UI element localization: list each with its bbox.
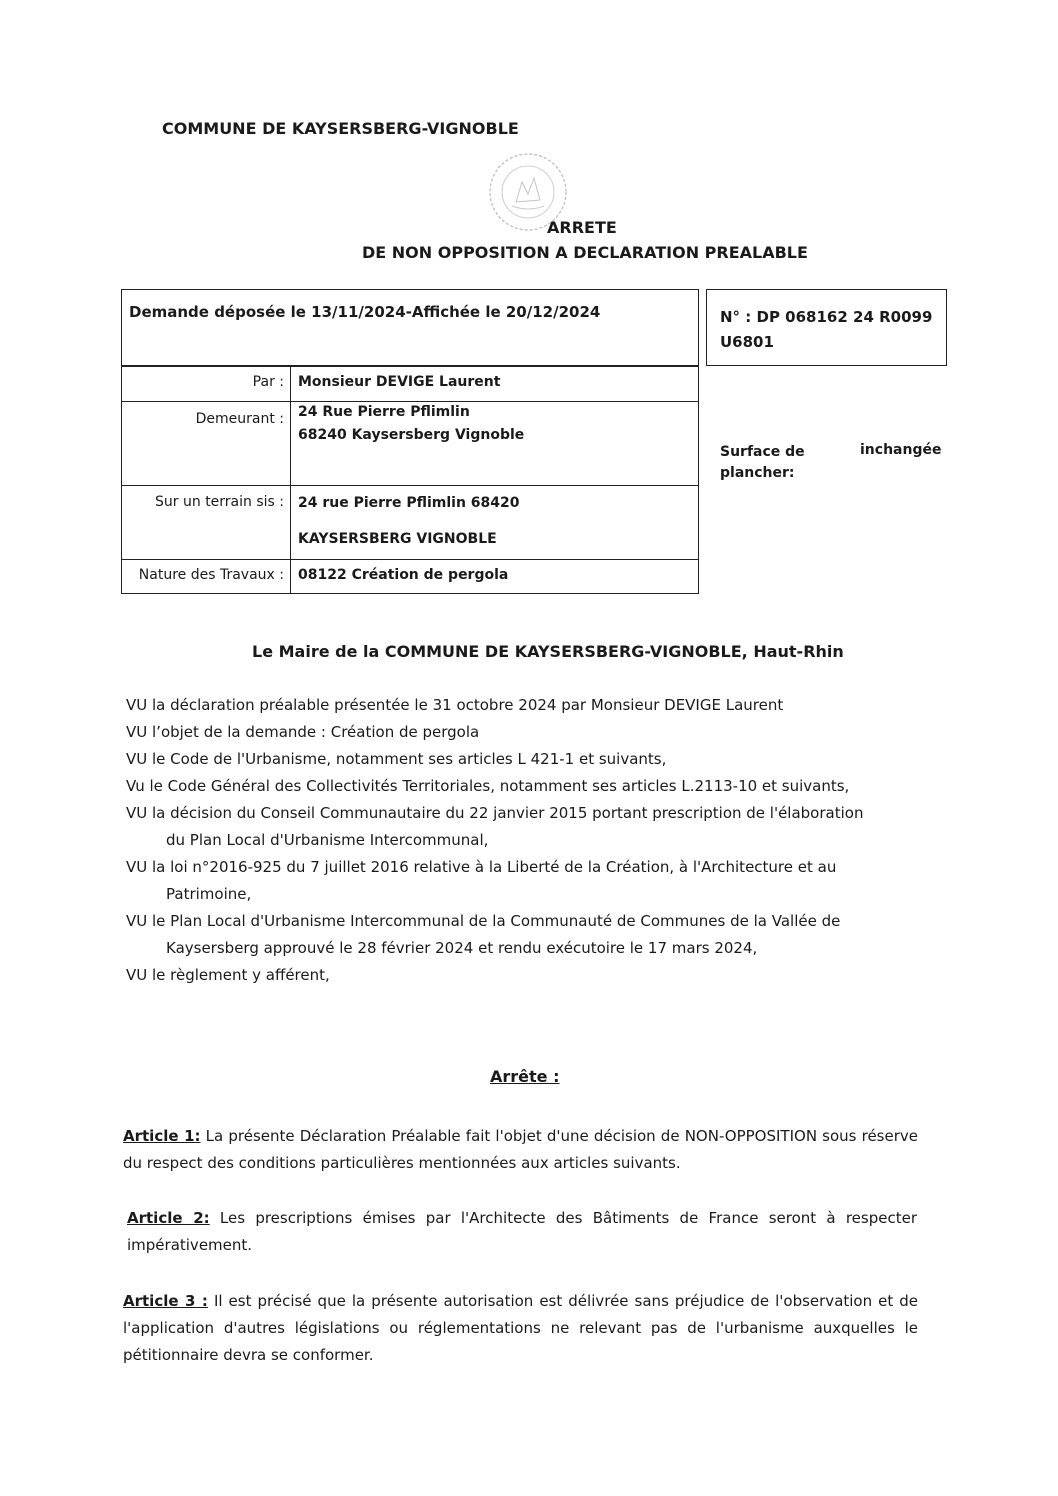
article-1-text: La présente Déclaration Préalable fait l'objet d'une décision de NON-OPPOSITION sous réserve du respect des conditions particulières mentionnées aux articles suivants.	[123, 1127, 918, 1172]
vu-item: VU la déclaration préalable présentée le 31 octobre 2024 par Monsieur DEVIGE Laurent	[126, 696, 784, 714]
vu-item-continuation: Kaysersberg approuvé le 28 février 2024 et rendu exécutoire le 17 mars 2024,	[166, 939, 758, 957]
par-label: Par :	[252, 374, 284, 390]
article-1	[123, 1123, 918, 1177]
dossier-number-line2: U6801	[720, 333, 774, 351]
demeurant-line1: 24 Rue Pierre Pflimlin	[298, 404, 470, 420]
nature-label: Nature des Travaux :	[138, 567, 284, 583]
table-row-divider	[122, 485, 698, 486]
surface-label	[720, 442, 820, 484]
demeurant-line2: 68240 Kaysersberg Vignoble	[298, 427, 525, 443]
demeurant-value	[298, 401, 524, 447]
article-2-label: Article 2:	[127, 1209, 210, 1227]
article-3-label: Article 3 :	[123, 1292, 208, 1310]
par-value: Monsieur DEVIGE Laurent	[298, 374, 501, 390]
vu-item-continuation: Patrimoine,	[166, 885, 252, 903]
vu-item: VU le Code de l'Urbanisme, notamment ses articles L 421-1 et suivants,	[126, 750, 667, 768]
vu-item: VU la décision du Conseil Communautaire du 22 janvier 2015 portant prescription de l'élaboration	[126, 804, 864, 822]
surface-label-line2: plancher:	[720, 465, 795, 481]
vu-item-continuation: du Plan Local d'Urbanisme Intercommunal,	[166, 831, 489, 849]
document-title: ARRETE	[547, 218, 617, 237]
article-2	[127, 1205, 917, 1259]
vu-item: Vu le Code Général des Collectivités Territoriales, notamment ses articles L.2113-10 et suivants,	[126, 777, 850, 795]
table-row-divider	[122, 559, 698, 560]
vu-item: VU le Plan Local d'Urbanisme Intercommunal de la Communauté de Communes de la Vallée de	[126, 912, 841, 930]
terrain-label: Sur un terrain sis :	[155, 494, 284, 510]
terrain-line1: 24 rue Pierre Pflimlin 68420	[298, 495, 520, 511]
article-3	[123, 1288, 918, 1369]
vu-list	[126, 692, 936, 989]
vu-item: VU la loi n°2016-925 du 7 juillet 2016 relative à la Liberté de la Création, à l'Architecture et au	[126, 858, 837, 876]
document-subtitle: DE NON OPPOSITION A DECLARATION PREALABLE	[362, 243, 808, 262]
dossier-number	[720, 305, 932, 355]
article-2-text: Les prescriptions émises par l'Architecte des Bâtiments de France seront à respecter impérativement.	[127, 1209, 917, 1254]
dossier-number-line1: N° : DP 068162 24 R0099	[720, 308, 933, 326]
nature-value: 08122 Création de pergola	[298, 567, 509, 583]
terrain-line2: KAYSERSBERG VIGNOBLE	[298, 531, 497, 547]
vu-item: VU l’objet de la demande : Création de pergola	[126, 723, 480, 741]
article-3-text: Il est précisé que la présente autorisation est délivrée sans préjudice de l'observation et de l'application d'autres législations ou réglementations ne relevant pas de l'urbanisme auxquelles le pétitionnaire devra se conformer.	[123, 1292, 919, 1364]
article-1-label: Article 1:	[123, 1127, 201, 1145]
surface-label-line1: Surface de	[720, 444, 805, 460]
demande-date-text: Demande déposée le 13/11/2024-Affichée le 20/12/2024	[129, 303, 601, 321]
commune-name: COMMUNE DE KAYSERSBERG-VIGNOBLE	[162, 119, 519, 138]
maire-heading: Le Maire de la COMMUNE DE KAYSERSBERG-VIGNOBLE, Haut-Rhin	[252, 642, 844, 661]
surface-value: inchangée	[860, 442, 942, 458]
arrete-heading: Arrête :	[490, 1067, 560, 1086]
demeurant-label: Demeurant :	[195, 411, 284, 427]
demande-box	[121, 289, 699, 366]
vu-item: VU le règlement y afférent,	[126, 966, 330, 984]
